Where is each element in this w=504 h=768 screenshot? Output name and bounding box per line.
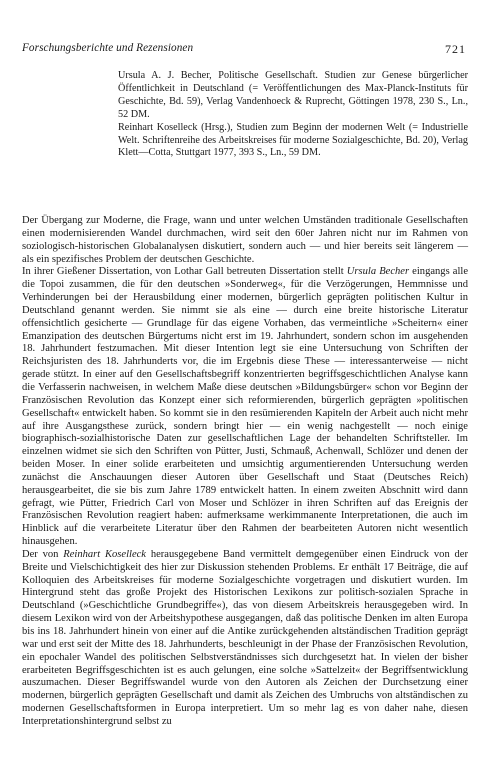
reference-entry-becher: Ursula A. J. Becher, Politische Gesellschaft. Studien zur Genese bürgerlicher Öffentlichkeit in Deutschland (= Veröffentlichungen des Max-Planck-Instituts für Geschichte, Bd. 59), Verlag Vandenhoeck & Ruprecht, Göttingen 1978, 230 S., Ln., 52 DM. [118,70,468,120]
author-name-becher: Ursula Becher [346,266,410,278]
paragraph-koselleck-review [22,549,468,729]
reference-entry-koselleck: Reinhart Koselleck (Hrsg.), Studien zum Beginn der modernen Welt (= Industrielle Welt. Schriftenreihe des Arbeitskreises für moderne Sozialgeschichte, Bd. 20), Verlag Klett—Cotta, Stuttgart 1977, 393 S., Ln., 59 DM. [118,121,468,159]
paragraph-becher-review [22,266,468,549]
page-number: 721 [445,42,466,56]
running-title: Forschungsberichte und Rezensionen [22,42,194,54]
reviewed-works-list [118,70,468,160]
page-header [22,42,466,58]
paragraph-introduction: Der Übergang zur Moderne, die Frage, wann und unter welchen Umständen traditionale Gesellschaften einen modernisierenden Wandel durchmachen, wird seit den 60er Jahren nicht nur im Rahmen von soziologisch-historischen Globalanalysen diskutiert, sondern auch — und hier bereits seit längerem — als ein spezifisches Problem der deutschen Geschichte. [22,215,468,265]
paragraph-text: In ihrer Gießener Dissertation, von Lothar Gall betreuten Dissertation stellt [22,266,347,278]
author-name-koselleck: Reinhart Koselleck [63,548,146,560]
paragraph-text: herausgegebene Band vermittelt demgegenüber einen Eindruck von der Breite und Vielschichtigkeit des hier zur Diskussion stehenden Problems. Er enthält 17 Beiträge, die auf Kolloquien des Arbeitskreises für moderne Sozialgeschichte vorgetragen und diskutiert wurden. Im Hintergrund steht das große Projekt des Historischen Lexikons zur politisch-sozialen Sprache in Deutschland (»Geschichtliche Grundbegriffe«), das von diesem Arbeitskreis herausgegeben wird. In diesem Lexikon wird von der Arbeitshypothese ausgegangen, daß das politische Denken im alten Europa bis ins 18. Jahrhundert hinein von einer auf die Antike zurückgehenden altständischen Tradition geprägt war und erst seit der Mitte des 18. Jahrhunderts, beschleunigt in der Phase der Französischen Revolution, ein epochaler Wandel des politischen Selbstverständnisses sich durchgesetzt hat. In vielen der bisher erarbeiteten Begriffsgeschichten ist es auch gelungen, eine solche »Sattelzeit« der Begriffsentwicklung auszumachen. Dieser Begriffswandel wurde von den Autoren als Zeichen der Durchsetzung einer modernen, bürgerlich geprägten Gesellschaft und damit als Zeichen des Umbruchs von altständischen zu modernen Gesellschaftsformen in Europa interpretiert. Um so mehr lag es von daher nahe, diesen Interpretationshintergrund selbst zu [22,548,469,727]
review-body [22,215,468,729]
paragraph-text: eingangs alle die Topoi zusammen, die für den deutschen »Sonderweg«, für die Verzögerungen, Hemmnisse und Verhinderungen bei der Herausbildung einer modernen, bürgerlich geprägten politischen Kultur in Deutschland genannt werden. Sie nimmt sie als eine — durch eine breite historische Literatur offensichtlich gesicherte — Grundlage für das eigene Vorhaben, das vermeintliche »Scheitern« einer Emanzipation des deutschen Bürgertums nicht erst im 19. Jahrhundert, sondern schon im ausgehenden 18. Jahrhundert festzumachen. Mit dieser Intention legt sie eine Untersuchung von Schriften der Reichsjuristen des 18. Jahrhunderts vor, die im Ergebnis diese These — interessanterweise — nicht gerade stützt. In einer auf den Gesellschaftsbegriff konzentrierten begriffsgeschichtlichen Analyse kann die Verfasserin nachweisen, in welchem Maße diese deutschen »Bildungsbürger« schon vor Beginn der Französischen Revolution das Konzept einer sich reformierenden, bürgerlich geprägten »politischen Gesellschaft« entwickelt haben. So kommt sie in den resümierenden Kapiteln der Arbeit auch nicht mehr auf ihre Ausgangsthese zurück, sondern bringt hier — ein wenig nachgestellt — noch einige biographisch-sozialhistorische Daten zur gesellschaftlichen Lage der behandelten Schriftsteller. Im einzelnen widmet sie sich den Schriften von Pütter, Justi, Schmauß, Achenwall, Schlözer und denen der beiden Moser. In einer solide erarbeiteten und umsichtig argumentierenden Untersuchung werden zunächst die Anschauungen dieser Autoren über Gesellschaft und Staat (Deutsches Reich) herausgearbeitet, die sie bis zum Jahre 1789 entwickelt hatten. In einem zweiten Abschnitt wird dann gefragt, wie Pütter, Friedrich Carl von Moser und Schlözer in ihren Schriften auf das Ereignis der Französischen Revolution reagiert haben: aufmerksame werkimmanente Interpretationen, die auch im Hinblick auf die verarbeitete Literatur über den Rahmen der bearbeiteten Autoren nicht wesentlich hinausgehen. [22,266,468,548]
paragraph-text: Der von [22,548,64,560]
